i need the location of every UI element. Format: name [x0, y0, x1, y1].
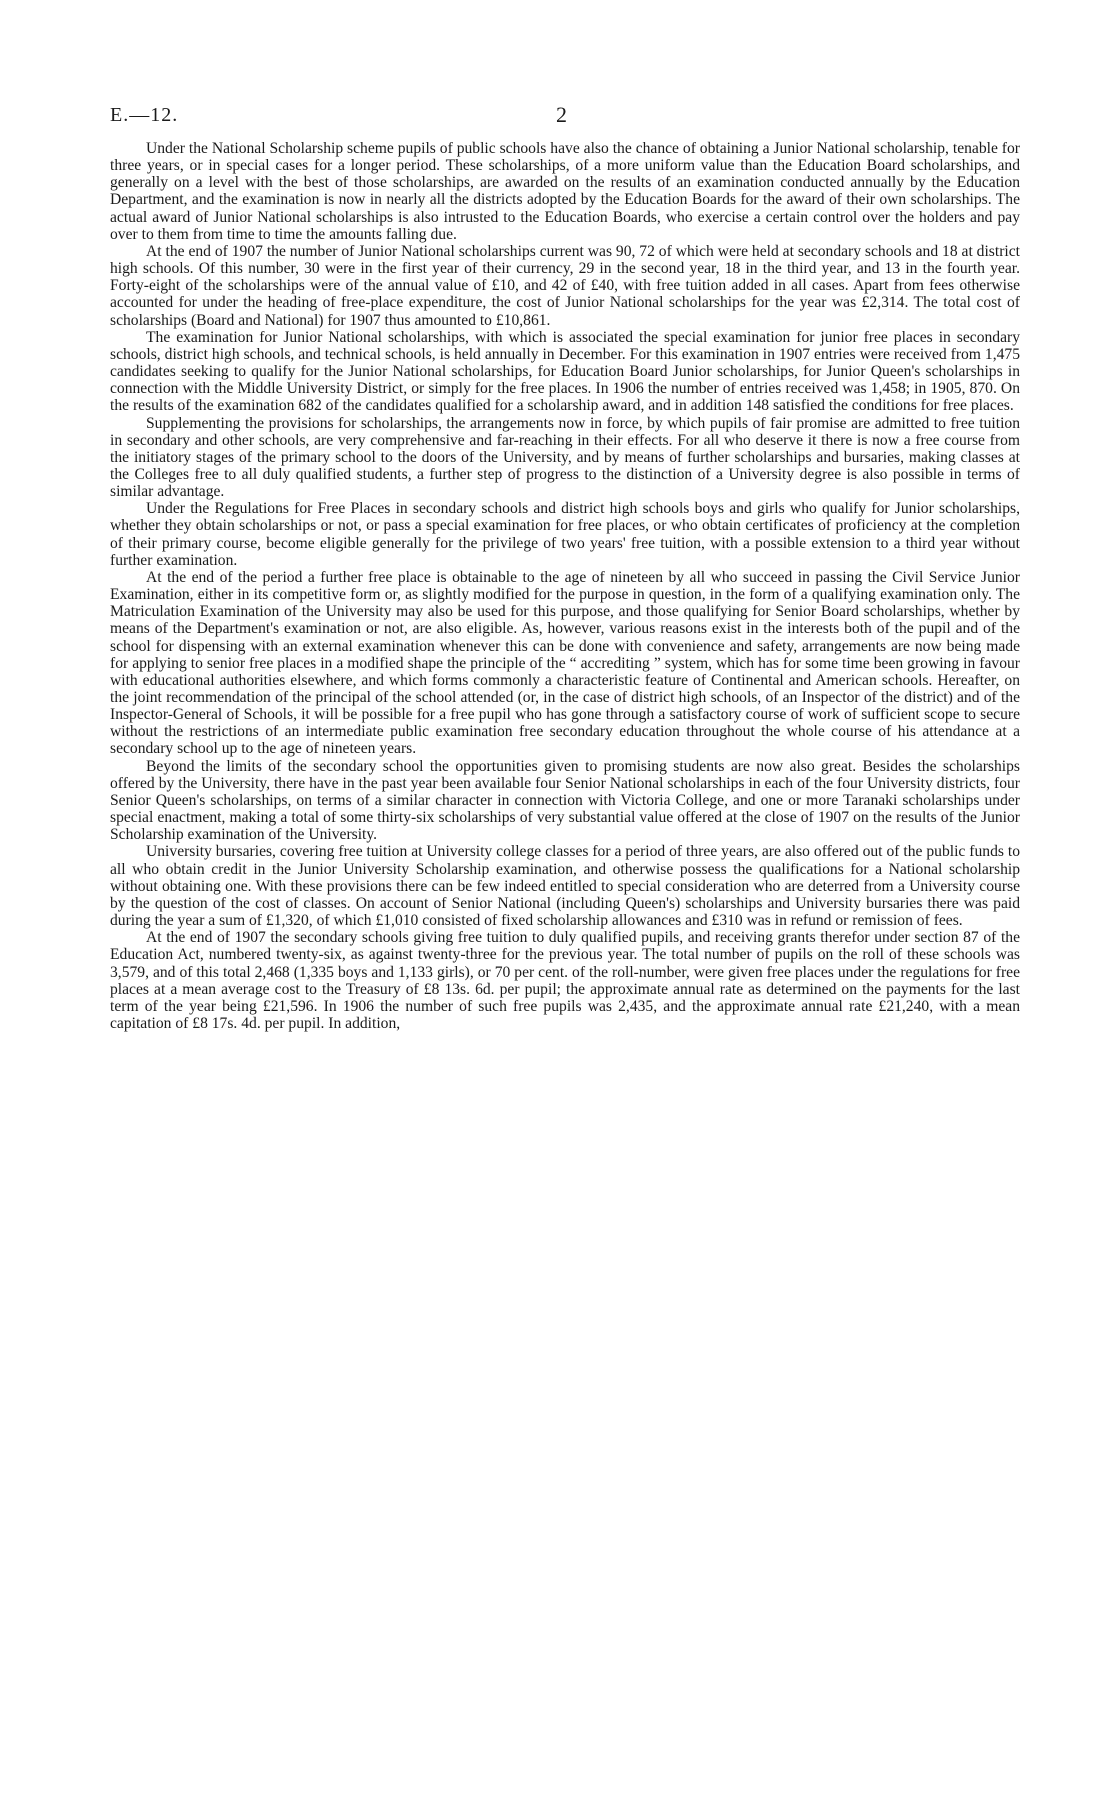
paragraph: University bursaries, covering free tuition at University college classes for a period of three years, are also offered out of the public funds to all who obtain credit in the Junior University Scholarship examination, and otherwise possess the qualifications for a National scholarship without obtaining one. With these provisions there can be few indeed entitled to special consideration who are deterred from a University course by the question of the cost of classes. On account of Senior National (including Queen's) scholarships and University bursaries there was paid during the year a sum of £1,320, of which £1,010 consisted of fixed scholarship allowances and £310 was in refund or remission of fees.	[110, 843, 1020, 930]
document-page	[110, 96, 1020, 1786]
paragraph: At the end of 1907 the number of Junior National scholarships current was 90, 72 of which were held at secondary schools and 18 at district high schools. Of this number, 30 were in the first year of their currency, 29 in the second year, 18 in the third year, and 13 in the fourth year. Forty-eight of the scholarships were of the annual value of £10, and 42 of £40, with free tuition added in all cases. Apart from fees otherwise accounted for under the heading of free-place expenditure, the cost of Junior National scholarships for the year was £2,314. The total cost of scholarships (Board and National) for 1907 thus amounted to £10,861.	[110, 242, 1020, 329]
body-text	[110, 140, 1020, 1032]
page-header	[110, 96, 1020, 140]
paragraph: Under the Regulations for Free Places in secondary schools and district high schools boys and girls who qualify for Junior scholarships, whether they obtain scholarships or not, or pass a special examination for free places, or who obtain certificates of proficiency at the completion of their primary course, become eligible generally for the privilege of two years' free tuition, with a possible extension to a third year without further examination.	[110, 500, 1020, 569]
paragraph: The examination for Junior National scholarships, with which is associated the special examination for junior free places in secondary schools, district high schools, and technical schools, is held annually in December. For this examination in 1907 entries were received from 1,475 candidates seeking to qualify for the Junior National scholarships, for Education Board Junior scholarships, for Junior Queen's scholarships in connection with the Middle University District, or simply for the free places. In 1906 the number of entries received was 1,458; in 1905, 870. On the results of the examination 682 of the candidates qualified for a scholarship award, and in addition 148 satisfied the conditions for free places.	[110, 328, 1020, 415]
report-reference: E.—12.	[110, 104, 179, 126]
paragraph: At the end of the period a further free place is obtainable to the age of nineteen by all who succeed in passing the Civil Service Junior Examination, either in its competitive form or, as slightly modified for the purpose in question, in the form of a qualifying examination only. The Matriculation Examination of the University may also be used for this purpose, and those qualifying for Senior Board scholarships, whether by means of the Department's examination or not, are also eligible. As, however, various reasons exist in the interests both of the pupil and of the school for dispensing with an external examination whenever this can be done with convenience and safety, arrangements are now being made for applying to senior free places in a modified shape the principle of the “ accrediting ” system, which has for some time been growing in favour with educational authorities elsewhere, and which forms commonly a characteristic feature of Continental and American schools. Hereafter, on the joint recommendation of the principal of the school attended (or, in the case of district high schools, of an Inspector of the district) and of the Inspector-General of Schools, it will be possible for a free pupil who has gone through a satisfactory course of work of sufficient scope to secure without the restrictions of an intermediate public examination free secondary education throughout the whole course of his attendance at a secondary school up to the age of nineteen years.	[110, 568, 1020, 758]
paragraph: At the end of 1907 the secondary schools giving free tuition to duly qualified pupils, and receiving grants therefor under section 87 of the Education Act, numbered twenty-six, as against twenty-three for the previous year. The total number of pupils on the roll of these schools was 3,579, and of this total 2,468 (1,335 boys and 1,133 girls), or 70 per cent. of the roll-number, were given free places under the regulations for free places at a mean average cost to the Treasury of £8 13s. 6d. per pupil; the approximate annual rate as determined on the payments for the last term of the year being £21,596. In 1906 the number of such free pupils was 2,435, and the approximate annual rate £21,240, with a mean capitation of £8 17s. 4d. per pupil. In addition,	[110, 929, 1020, 1032]
paragraph: Supplementing the provisions for scholarships, the arrangements now in force, by which pupils of fair promise are admitted to free tuition in secondary and other schools, are very comprehensive and far-reaching in their effects. For all who deserve it there is now a free course from the initiatory stages of the primary school to the doors of the University, and by means of further scholarships and bursaries, making classes at the Colleges free to all duly qualified students, a further step of progress to the distinction of a University degree is also possible in terms of similar advantage.	[110, 414, 1020, 501]
page-number: 2	[556, 102, 567, 127]
paragraph: Beyond the limits of the secondary school the opportunities given to promising students are now also great. Besides the scholarships offered by the University, there have in the past year been available four Senior National scholarships in each of the four University districts, four Senior Queen's scholarships, on terms of a similar character in connection with Victoria College, and one or more Taranaki scholarships under special enactment, making a total of some thirty-six scholarships of very substantial value offered at the close of 1907 on the results of the Junior Scholarship examination of the University.	[110, 757, 1020, 844]
paragraph: Under the National Scholarship scheme pupils of public schools have also the chance of obtaining a Junior National scholarship, tenable for three years, or in special cases for a longer period. These scholarships, of a more uniform value than the Education Board scholarships, and generally on a level with the best of those scholarships, are awarded on the results of an examination conducted annually by the Education Department, and the examination is now in nearly all the districts adopted by the Education Boards for the award of their own scholarships. The actual award of Junior National scholarships is also intrusted to the Education Boards, who exercise a certain control over the holders and pay over to them from time to time the amounts falling due.	[110, 140, 1020, 243]
